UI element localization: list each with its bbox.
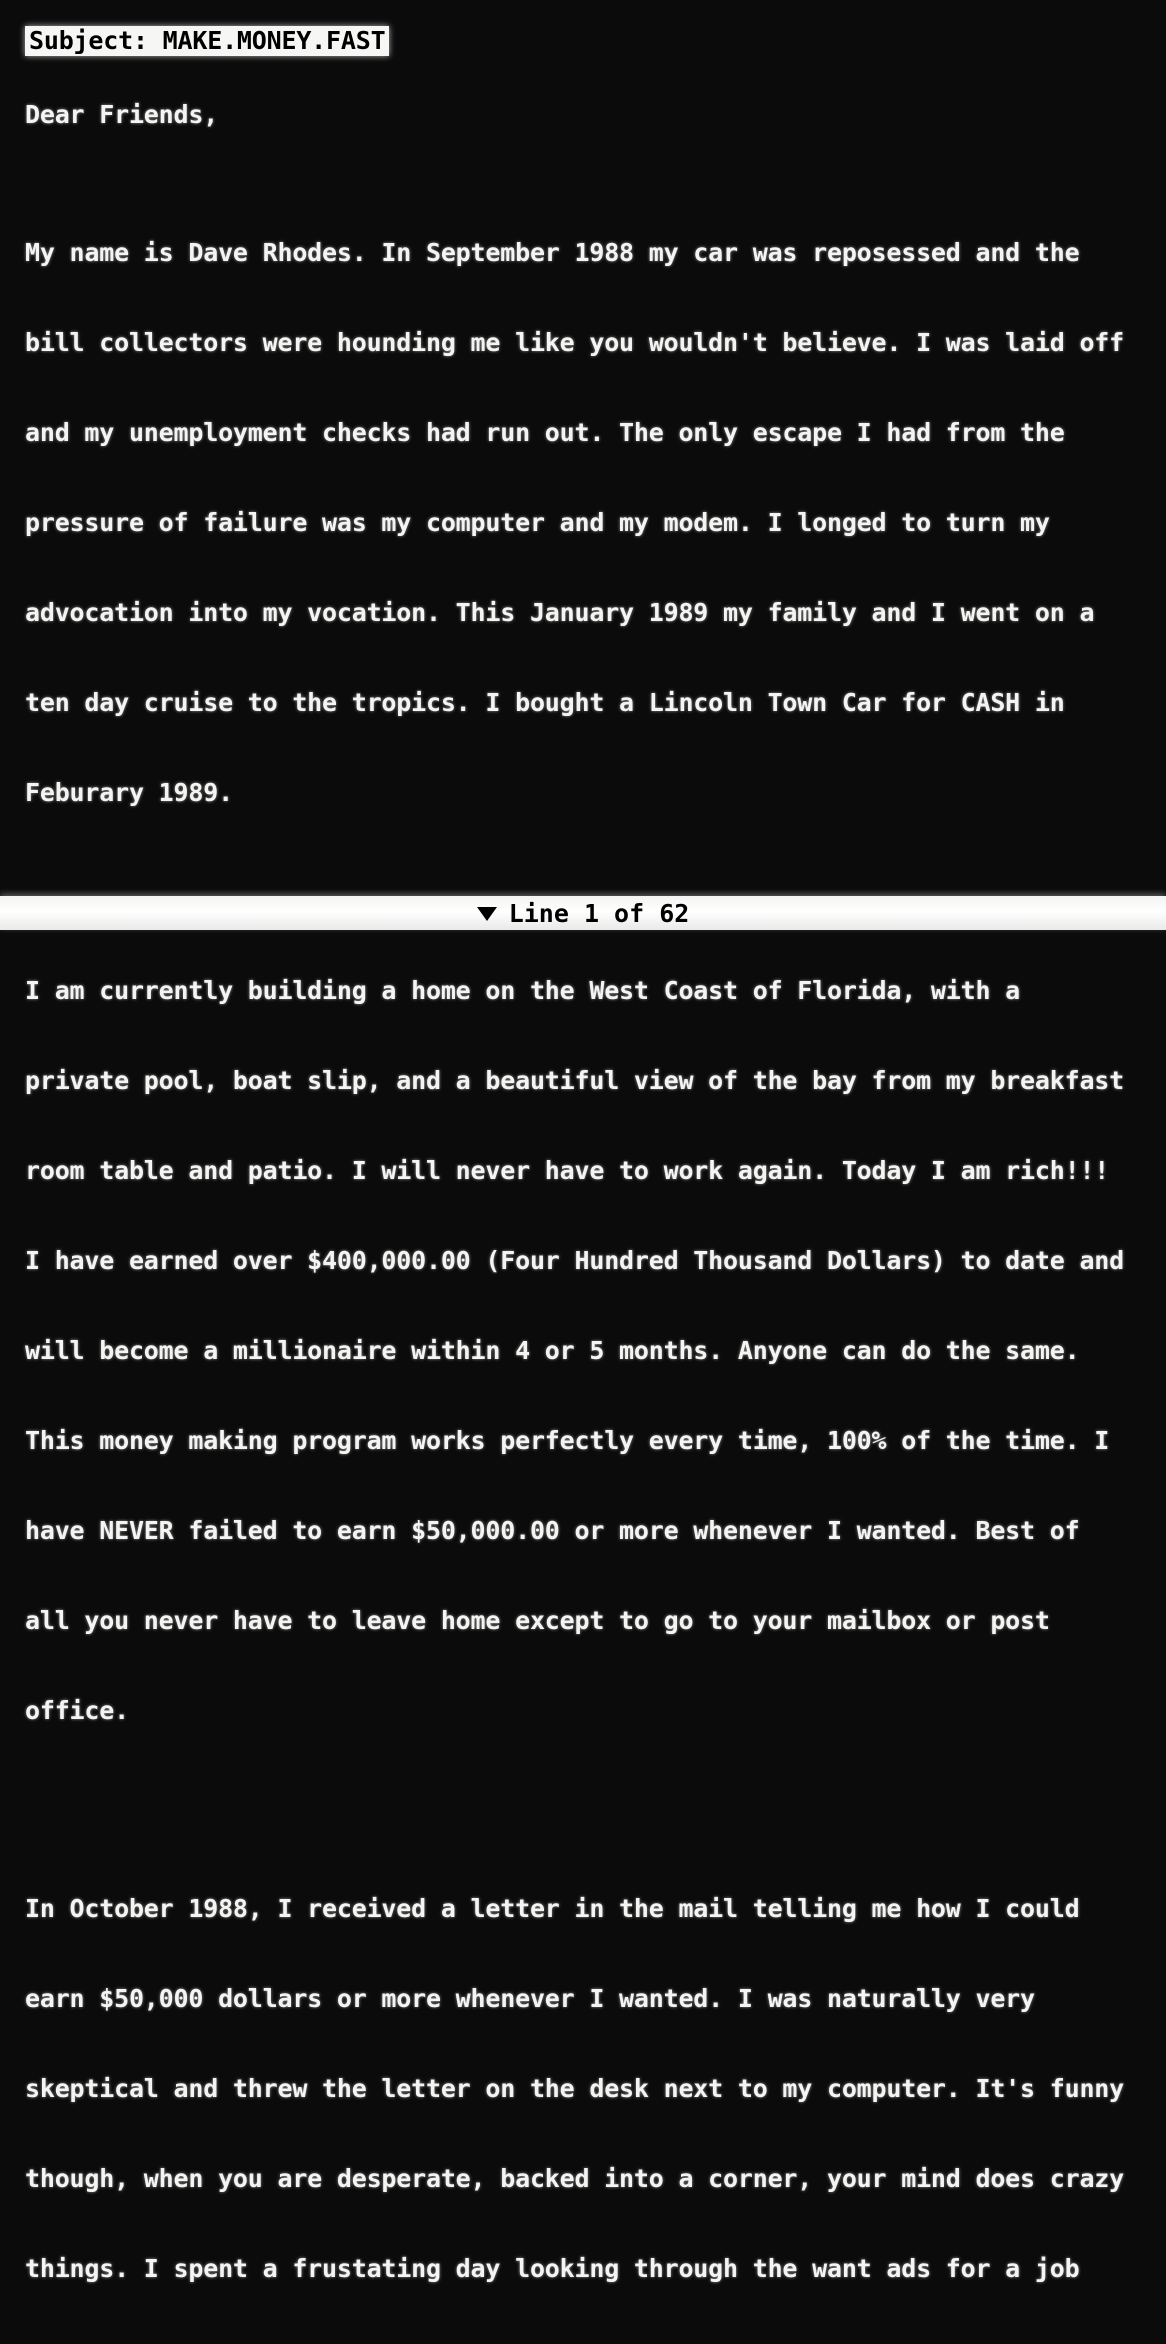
text-line: bill collectors were hounding me like you wouldn't believe. I was laid off — [25, 328, 1124, 357]
text-line: office. — [25, 1696, 129, 1725]
text-line: advocation into my vocation. This January 1989 my family and I went on a — [25, 598, 1095, 627]
text-line: My name is Dave Rhodes. In September 1988 my car was reposessed and the — [25, 238, 1080, 267]
text-line: though, when you are desperate, backed into a corner, your mind does crazy — [25, 2164, 1124, 2193]
down-triangle-icon[interactable] — [477, 907, 497, 921]
pager-status-bar[interactable] — [0, 896, 1166, 930]
text-line: I have earned over $400,000.00 (Four Hundred Thousand Dollars) to date and — [25, 1246, 1124, 1275]
text-line: ten day cruise to the tropics. I bought a Lincoln Town Car for CASH in — [25, 688, 1065, 717]
message-body — [25, 26, 1141, 2344]
text-line: pressure of failure was my computer and my modem. I longed to turn my — [25, 508, 1050, 537]
text-line: skeptical and threw the letter on the desk next to my computer. It's funny — [25, 2074, 1124, 2103]
text-line: things. I spent a frustating day looking through the want ads for a job — [25, 2254, 1080, 2283]
paragraph-1 — [25, 178, 1141, 868]
text-line: In October 1988, I received a letter in the mail telling me how I could — [25, 1894, 1080, 1923]
text-line: I am currently building a home on the West Coast of Florida, with a — [25, 976, 1021, 1005]
greeting: Dear Friends, — [25, 100, 219, 129]
text-line: and my unemployment checks had run out. The only escape I had from the — [25, 418, 1065, 447]
text-line: This money making program works perfectly every time, 100% of the time. I — [25, 1426, 1110, 1455]
text-line: earn $50,000 dollars or more whenever I wanted. I was naturally very — [25, 1984, 1035, 2013]
text-line: all you never have to leave home except to go to your mailbox or post — [25, 1606, 1050, 1635]
text-line: Feburary 1989. — [25, 778, 233, 807]
subject-line: Subject: MAKE.MONEY.FAST — [25, 26, 389, 56]
text-line: room table and patio. I will never have to work again. Today I am rich!!! — [25, 1156, 1110, 1185]
text-line: private pool, boat slip, and a beautiful view of the bay from my breakfast — [25, 1066, 1124, 1095]
text-line: have NEVER failed to earn $50,000.00 or more whenever I wanted. Best of — [25, 1516, 1080, 1545]
paragraph-3 — [25, 1834, 1141, 2344]
line-position-text: Line 1 of 62 — [508, 898, 690, 928]
text-line: will become a millionaire within 4 or 5 months. Anyone can do the same. — [25, 1336, 1080, 1365]
paragraph-2 — [25, 916, 1141, 1786]
